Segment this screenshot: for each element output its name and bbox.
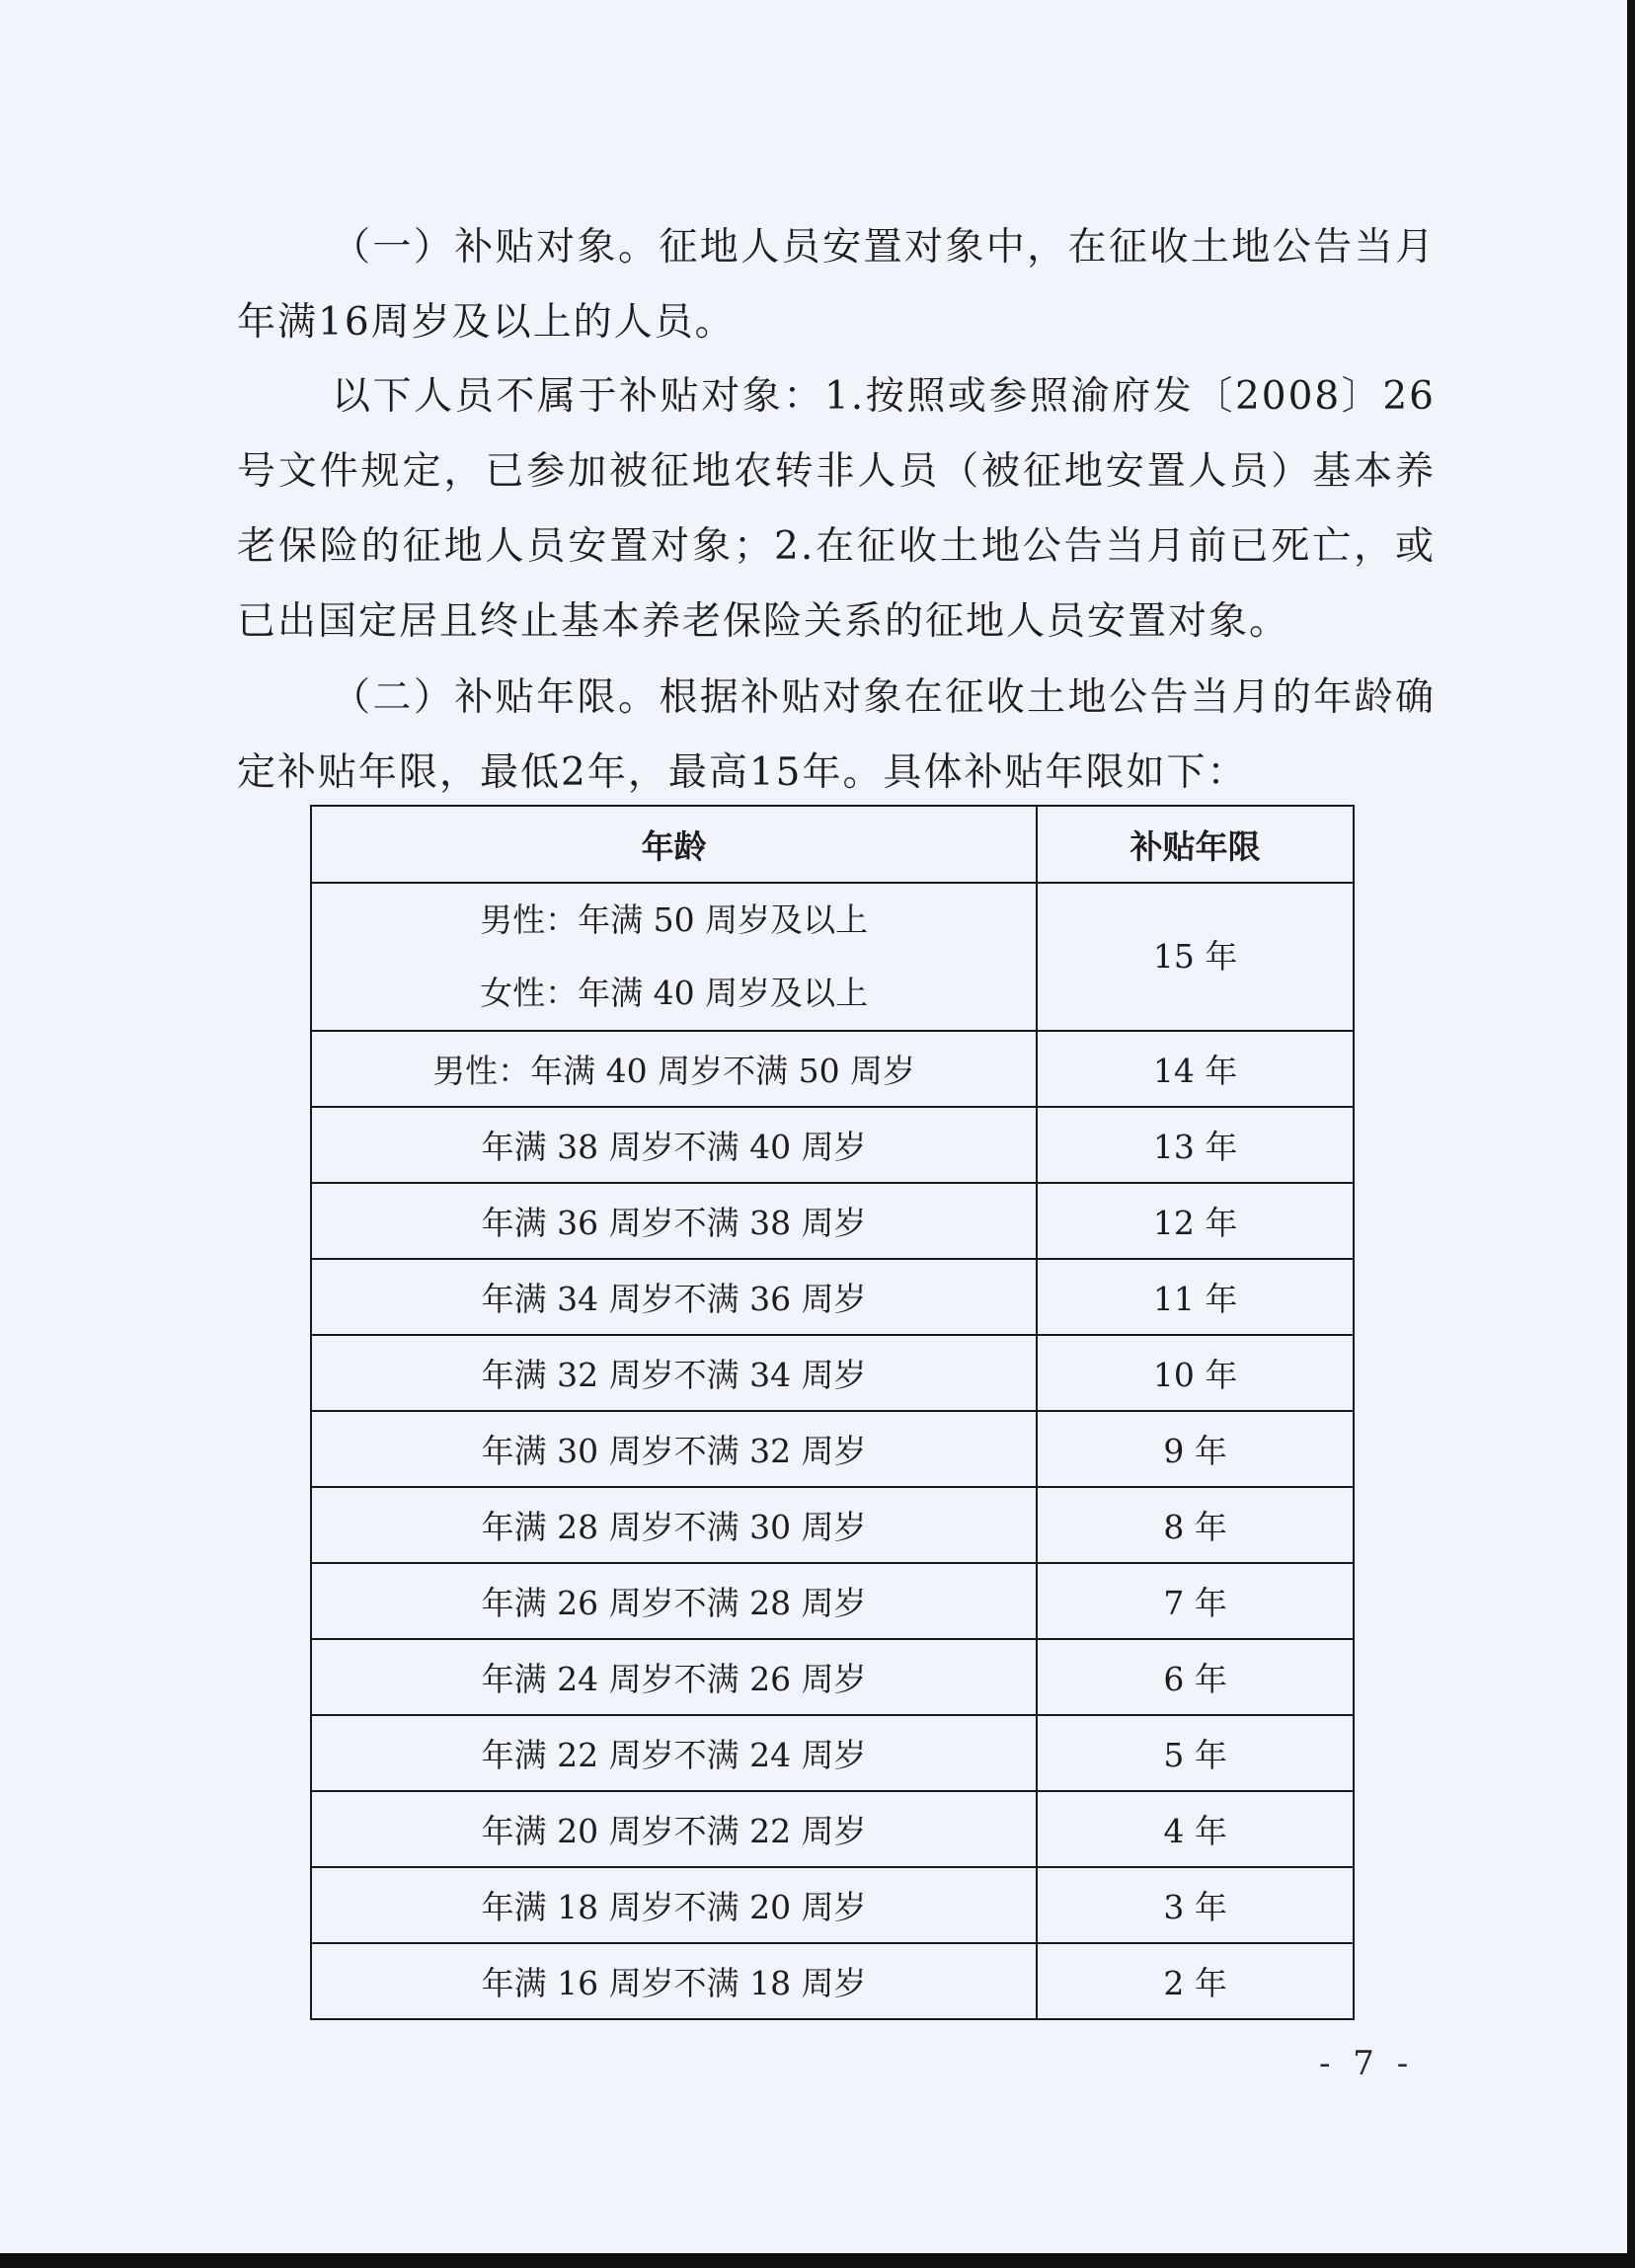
table-row xyxy=(311,883,1354,1031)
header-subsidy-years: 补贴年限 xyxy=(1037,806,1354,883)
years-cell: 12 年 xyxy=(1037,1183,1354,1259)
table-row xyxy=(311,1487,1354,1563)
age-cell: 年满 16 周岁不满 18 周岁 xyxy=(311,1943,1037,2019)
years-cell: 3 年 xyxy=(1037,1867,1354,1943)
table-row xyxy=(311,1031,1354,1107)
age-cell: 年满 18 周岁不满 20 周岁 xyxy=(311,1867,1037,1943)
table-row xyxy=(311,1867,1354,1943)
years-cell: 8 年 xyxy=(1037,1487,1354,1563)
age-cell: 年满 38 周岁不满 40 周岁 xyxy=(311,1107,1037,1183)
table-row xyxy=(311,1563,1354,1639)
page-number: - 7 - xyxy=(1319,2044,1415,2083)
age-cell: 年满 32 周岁不满 34 周岁 xyxy=(311,1335,1037,1411)
years-cell: 13 年 xyxy=(1037,1107,1354,1183)
subsidy-years-table xyxy=(310,805,1355,2020)
paragraph-subsidy-years: （二）补贴年限。根据补贴对象在征收土地公告当月的年龄确定补贴年限，最低2年，最高15年。具体补贴年限如下： xyxy=(237,675,1436,795)
age-cell: 年满 26 周岁不满 28 周岁 xyxy=(311,1563,1037,1639)
table-row xyxy=(311,1259,1354,1335)
table-row xyxy=(311,1791,1354,1867)
table-row xyxy=(311,1107,1354,1183)
age-cell: 男性：年满 40 周岁不满 50 周岁 xyxy=(311,1031,1037,1107)
years-cell: 15 年 xyxy=(1037,883,1354,1031)
header-age: 年龄 xyxy=(311,806,1037,883)
age-line-female: 女性：年满 40 周岁及以上 xyxy=(480,974,869,1012)
years-cell: 2 年 xyxy=(1037,1943,1354,2019)
table-row xyxy=(311,1943,1354,2019)
years-cell: 11 年 xyxy=(1037,1259,1354,1335)
age-cell xyxy=(311,883,1037,1031)
years-cell: 6 年 xyxy=(1037,1639,1354,1715)
years-cell: 4 年 xyxy=(1037,1791,1354,1867)
table-row xyxy=(311,1335,1354,1411)
age-cell: 年满 30 周岁不满 32 周岁 xyxy=(311,1411,1037,1487)
years-cell: 5 年 xyxy=(1037,1715,1354,1791)
years-cell: 14 年 xyxy=(1037,1031,1354,1107)
table-header-row xyxy=(311,806,1354,883)
age-cell: 年满 28 周岁不满 30 周岁 xyxy=(311,1487,1037,1563)
paragraph-exclusions: 以下人员不属于补贴对象：1.按照或参照渝府发〔2008〕26号文件规定，已参加被征地农转非人员（被征地安置人员）基本养老保险的征地人员安置对象；2.在征收土地公告当月前已死亡，或已出国定居且终止基本养老保险关系的征地人员安置对象。 xyxy=(237,374,1436,644)
table-row xyxy=(311,1639,1354,1715)
years-cell: 7 年 xyxy=(1037,1563,1354,1639)
years-cell: 9 年 xyxy=(1037,1411,1354,1487)
age-cell: 年满 24 周岁不满 26 周岁 xyxy=(311,1639,1037,1715)
age-cell: 年满 34 周岁不满 36 周岁 xyxy=(311,1259,1037,1335)
age-line-male: 男性：年满 50 周岁及以上 xyxy=(480,900,869,939)
age-cell: 年满 20 周岁不满 22 周岁 xyxy=(311,1791,1037,1867)
age-cell: 年满 36 周岁不满 38 周岁 xyxy=(311,1183,1037,1259)
table-row xyxy=(311,1411,1354,1487)
age-cell: 年满 22 周岁不满 24 周岁 xyxy=(311,1715,1037,1791)
paragraph-subsidy-target: （一）补贴对象。征地人员安置对象中，在征收土地公告当月年满16周岁及以上的人员。 xyxy=(237,225,1436,345)
table-row xyxy=(311,1715,1354,1791)
years-cell: 10 年 xyxy=(1037,1335,1354,1411)
scan-border xyxy=(0,2253,1635,2268)
table-row xyxy=(311,1183,1354,1259)
